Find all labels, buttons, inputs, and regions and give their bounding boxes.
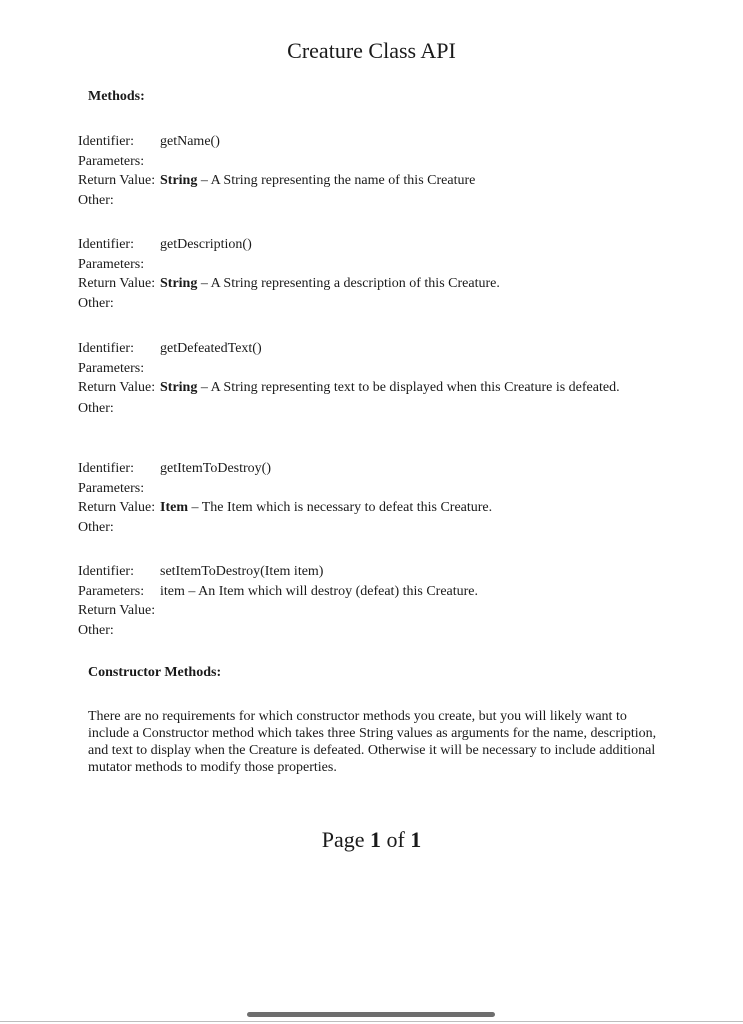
other-label: Other:	[78, 622, 114, 638]
return-value-label: Return Value:	[78, 380, 156, 395]
parameters-label: Parameters:	[78, 360, 145, 376]
method-setitemtodestroy	[78, 562, 678, 640]
bottom-divider	[0, 1021, 743, 1022]
parameters-value	[160, 479, 678, 499]
identifier-value: getDefeatedText()	[160, 341, 262, 356]
parameters-label: Parameters:	[78, 480, 145, 496]
parameters-value: item – An Item which will destroy (defeat) this Creature.	[160, 583, 479, 599]
return-value-label: Return Value:	[78, 500, 156, 515]
parameters-label: Parameters:	[78, 583, 145, 599]
return-value-label: Return Value:	[78, 603, 156, 618]
return-type: Item	[160, 500, 188, 515]
method-getdefeatedtext	[78, 339, 678, 419]
method-getitemtodestroy	[78, 459, 678, 537]
other-value	[160, 294, 678, 314]
other-label: Other:	[78, 519, 114, 535]
home-indicator[interactable]	[247, 1012, 495, 1017]
return-type: String	[160, 173, 198, 188]
identifier-value: getDescription()	[160, 237, 252, 252]
constructor-methods-heading: Constructor Methods:	[88, 665, 222, 680]
other-value	[160, 621, 678, 641]
return-value-label: Return Value:	[78, 276, 156, 291]
return-description: – A String representing text to be displayed when this Creature is defeated.	[197, 380, 620, 395]
other-value	[160, 518, 678, 538]
method-getname	[78, 132, 678, 210]
page-number: 1	[369, 827, 381, 852]
return-type: String	[160, 276, 198, 291]
identifier-label: Identifier:	[78, 134, 134, 149]
page-total: 1	[410, 827, 422, 852]
page-footer	[0, 827, 743, 853]
other-label: Other:	[78, 401, 114, 416]
return-description: – A String representing the name of this Creature	[197, 173, 476, 188]
identifier-label: Identifier:	[78, 564, 134, 579]
parameters-value	[160, 152, 678, 172]
other-label: Other:	[78, 192, 114, 208]
methods-heading: Methods:	[88, 89, 145, 104]
other-value	[160, 399, 678, 419]
method-getdescription	[78, 235, 678, 313]
parameters-label: Parameters:	[78, 153, 145, 169]
other-value	[160, 191, 678, 211]
identifier-value: setItemToDestroy(Item item)	[160, 564, 324, 579]
other-label: Other:	[78, 295, 114, 311]
return-value-label: Return Value:	[78, 173, 156, 188]
identifier-value: getItemToDestroy()	[160, 461, 271, 476]
identifier-label: Identifier:	[78, 237, 134, 252]
return-description: – The Item which is necessary to defeat this Creature.	[188, 500, 493, 515]
parameters-value	[160, 359, 678, 379]
constructor-methods-text: There are no requirements for which constructor methods you create, but you will likely want to include a Constructor method which takes three String values as arguments for the name, description, and text to display when the Creature is defeated. Otherwise it will be necessary to include additional mutator methods to modify those properties.	[88, 709, 657, 775]
parameters-label: Parameters:	[78, 256, 145, 272]
return-type: String	[160, 380, 198, 395]
return-description: – A String representing a description of this Creature.	[197, 276, 500, 291]
parameters-value	[160, 255, 678, 275]
identifier-value: getName()	[160, 134, 220, 149]
page-middle: of	[380, 827, 411, 852]
identifier-label: Identifier:	[78, 341, 134, 356]
identifier-label: Identifier:	[78, 461, 134, 476]
document-title: Creature Class API	[287, 38, 456, 63]
page-prefix: Page	[321, 827, 370, 852]
